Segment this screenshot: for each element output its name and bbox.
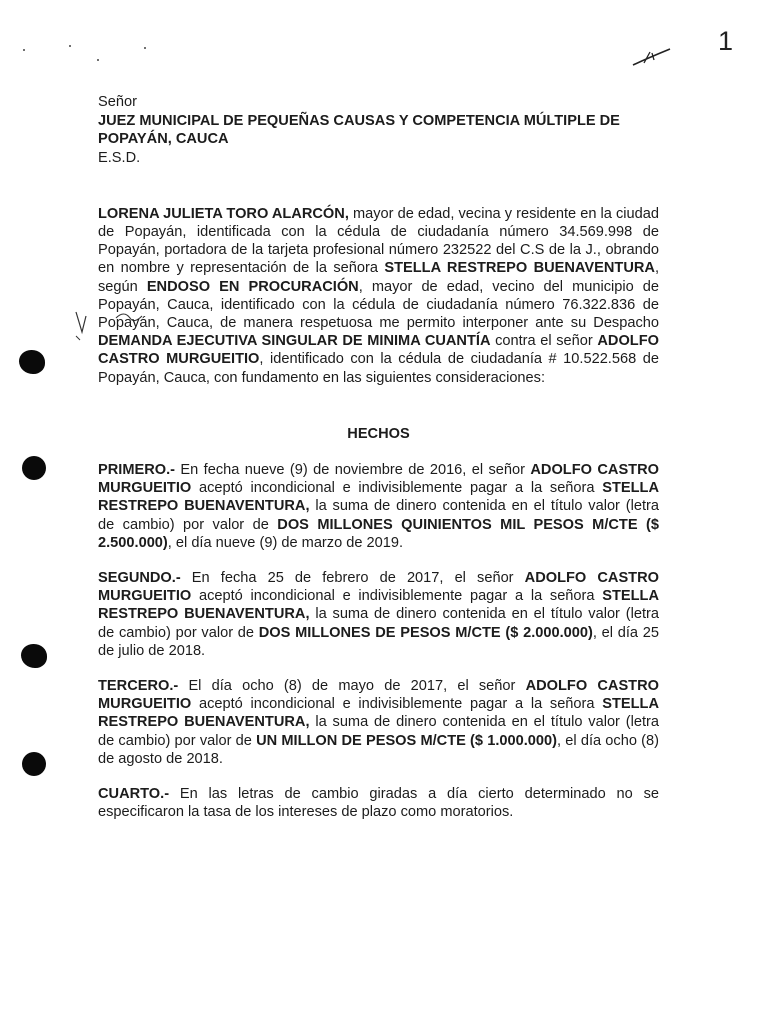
claim-type: DEMANDA EJECUTIVA SINGULAR DE MINIMA CUANTÍA: [98, 333, 491, 350]
fact-amount: UN MILLON DE PESOS M/CTE ($ 1.000.000): [256, 732, 558, 749]
fact-text: , el día 25 de julio de 2018.: [98, 624, 659, 659]
fact-defendant: ADOLFO CASTRO MURGUEITIO: [98, 462, 659, 497]
addressee-line-1: JUEZ MUNICIPAL DE PEQUEÑAS CAUSAS Y COMPETENCIA MÚLTIPLE DE: [98, 113, 620, 130]
fact-text: la suma de dinero contenida en el título valor (letra de cambio) por valor de: [98, 498, 659, 533]
intro-paragraph: [98, 205, 659, 387]
salutation: Señor: [98, 94, 137, 110]
fact-text: En las letras de cambio giradas a día cierto determinado no se especificaron la tasa de los intereses de plazo como moratorios.: [98, 786, 659, 821]
scan-specks: [20, 40, 160, 70]
addressee-line-2: POPAYÁN, CAUCA: [98, 131, 229, 148]
intro-text: , identificado con la cédula de ciudadanía # 10.522.568 de Popayán, Cauca, con fundamento en las siguientes consideraciones:: [98, 351, 659, 386]
fact-text: la suma de dinero contenida en el título valor (letra de cambio) por valor de: [98, 714, 659, 749]
fact-defendant: ADOLFO CASTRO MURGUEITIO: [98, 678, 659, 713]
handwritten-scribble: [630, 44, 676, 70]
intro-text: mayor de edad, vecina y residente en la ciudad de Popayán, identificada con la cédula de ciudadanía número 34.569.998 de Popayán, portadora de la tarjeta profesional número 232522 del C.S de la J., obrando en nombre y representación de la señora: [98, 205, 660, 277]
fact-fourth: [98, 785, 659, 821]
fact-text: , el día ocho (8) de agosto de 2018.: [98, 732, 659, 767]
addressee: [98, 112, 659, 148]
fact-second: [98, 569, 659, 660]
attorney-name: LORENA JULIETA TORO ALARCÓN,: [98, 205, 349, 222]
client-name: STELLA RESTREPO BUENAVENTURA: [384, 260, 655, 277]
fact-label: SEGUNDO.-: [98, 570, 181, 587]
punch-hole: [22, 752, 46, 776]
fact-creditor: STELLA RESTREPO BUENAVENTURA,: [98, 696, 659, 731]
esd: E.S.D.: [98, 149, 141, 166]
punch-hole: [19, 350, 45, 374]
fact-text: aceptó incondicional e indivisiblemente pagar a la señora: [191, 480, 603, 497]
fact-text: En fecha 25 de febrero de 2017, el señor: [180, 570, 525, 587]
fact-text: El día ocho (8) de mayo de 2017, el señor: [178, 678, 526, 695]
fact-text: , el día nueve (9) de marzo de 2019.: [167, 534, 404, 551]
fact-third: [98, 677, 659, 768]
fact-first: [98, 461, 659, 552]
fact-amount: DOS MILLONES QUINIENTOS MIL PESOS M/CTE ($ 2.500.000): [98, 516, 659, 551]
fact-defendant: ADOLFO CASTRO MURGUEITIO: [98, 570, 659, 605]
fact-text: En fecha nueve (9) de noviembre de 2016, el señor: [175, 462, 531, 479]
fact-creditor: STELLA RESTREPO BUENAVENTURA,: [98, 588, 659, 623]
fact-text: la suma de dinero contenida en el título valor (letra de cambio) por valor de: [98, 606, 659, 641]
fact-label: PRIMERO.-: [98, 462, 176, 479]
fact-text: aceptó incondicional e indivisiblemente pagar a la señora: [191, 696, 603, 713]
fact-text: aceptó incondicional e indivisiblemente pagar a la señora: [191, 588, 603, 605]
fact-amount: DOS MILLONES DE PESOS M/CTE ($ 2.000.000): [258, 624, 593, 641]
intro-text: contra el señor: [490, 333, 598, 350]
intro-text: , mayor de edad, vecino del municipio de Popayán, Cauca, identificado con la cédula de ciudadanía número 76.322.836 de Popayán, Cauca, de manera respetuosa me permito interponer ante su Despacho: [98, 278, 659, 332]
fact-label: CUARTO.-: [98, 786, 170, 803]
page-number: 1: [718, 26, 734, 56]
fact-label: TERCERO.-: [98, 678, 179, 695]
fact-creditor: STELLA RESTREPO BUENAVENTURA,: [98, 480, 659, 515]
document-body: [98, 93, 659, 822]
punch-hole: [22, 456, 46, 480]
section-heading-hechos: HECHOS: [347, 425, 410, 442]
defendant-name: ADOLFO CASTRO MURGUEITIO: [98, 333, 659, 368]
punch-hole: [21, 644, 47, 668]
endorsement: ENDOSO EN PROCURACIÓN: [146, 278, 359, 295]
intro-text: , según: [98, 260, 659, 295]
